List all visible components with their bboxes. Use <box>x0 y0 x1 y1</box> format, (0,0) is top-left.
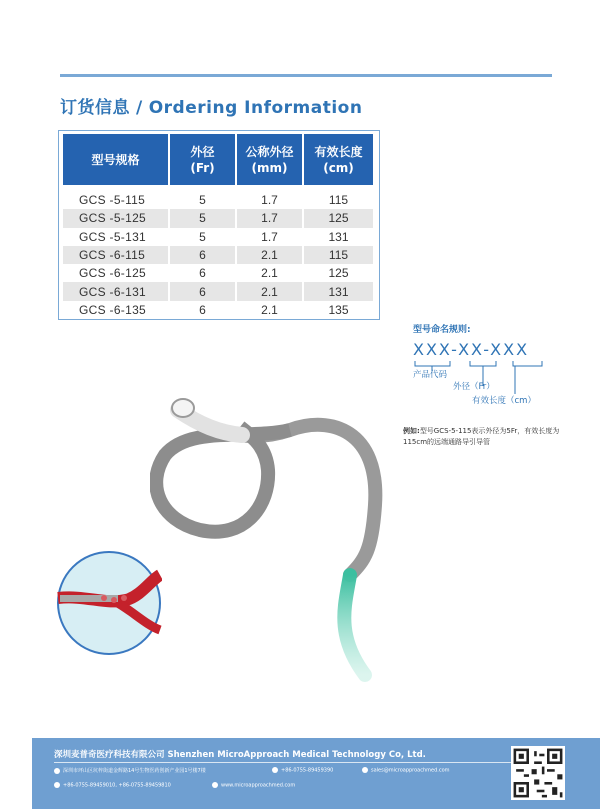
table-row: GCS -5-125 5 1.7 125 <box>63 209 373 227</box>
table-row: GCS -5-115 5 1.7 115 <box>79 193 349 208</box>
footer-email[interactable]: sales@microapproachmed.com <box>362 767 450 774</box>
table-row: GCS -6-115 6 2.1 115 <box>63 246 373 264</box>
header-model: 型号规格 <box>63 134 168 185</box>
title-separator: / <box>136 98 143 118</box>
header-od-mm: 公称外径 (mm) <box>237 134 302 185</box>
qr-code-icon <box>511 746 565 800</box>
title-cn: 订货信息 <box>60 98 130 118</box>
location-icon <box>54 768 60 774</box>
web-icon <box>212 782 218 788</box>
footer-company: 深圳麦普奇医疗科技有限公司 Shenzhen MicroApproach Medical Technology Co, Ltd. <box>54 750 426 760</box>
footer <box>32 738 600 809</box>
footer-website[interactable]: www.microapproachmed.com <box>212 782 295 789</box>
header-od-fr: 外径 (Fr) <box>170 134 235 185</box>
ordering-table <box>61 134 375 319</box>
table-row: GCS -6-135 6 2.1 135 <box>79 302 349 317</box>
naming-label-product-code: 产品代码 <box>413 370 448 380</box>
phone-icon <box>272 767 278 773</box>
footer-divider <box>54 762 514 763</box>
naming-code: XXX-XX-XXX <box>413 340 530 359</box>
table-header-row <box>63 134 373 185</box>
naming-rule-title: 型号命名规则: <box>413 325 471 335</box>
email-icon <box>362 767 368 773</box>
ordering-table-frame <box>58 130 380 320</box>
footer-fax: +86-0755-89459010, +86-0755-89459810 <box>54 782 171 789</box>
header-length: 有效长度 (cm) <box>304 134 373 185</box>
table-row: GCS -6-125 6 2.1 125 <box>79 266 349 281</box>
fax-icon <box>54 782 60 788</box>
table-row: GCS -6-131 6 2.1 131 <box>63 282 373 300</box>
table-row: GCS -5-131 5 1.7 131 <box>79 229 349 244</box>
footer-address: 深圳市坪山区坑梓街道金辉路14号生物医药创新产业园1号楼7楼 <box>54 767 206 774</box>
naming-label-length: 有效长度（cm） <box>472 396 536 406</box>
page-title <box>60 93 362 118</box>
catheter-product-image <box>150 385 400 685</box>
vessel-inset-image <box>56 550 162 656</box>
top-rule <box>60 74 552 77</box>
title-en: Ordering Information <box>148 98 363 118</box>
naming-label-od: 外径（Fr） <box>453 382 495 392</box>
naming-example: 例如:型号GCS-5-115表示外径为5Fr，有效长度为115cm的远端通路导引导管 <box>403 427 560 446</box>
footer-tel: +86-0755-89459390 <box>272 767 333 774</box>
